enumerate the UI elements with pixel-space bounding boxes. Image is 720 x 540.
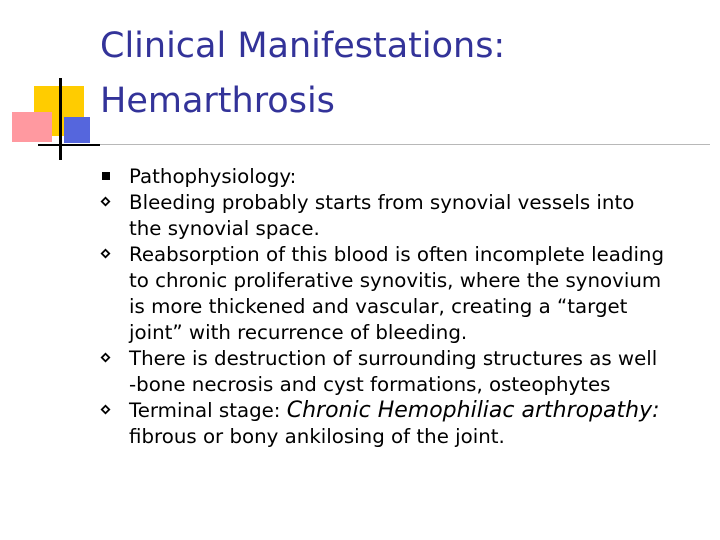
pink-square-decoration (12, 112, 52, 142)
bullet-text: -bone necrosis and cyst formations, osteophytes (129, 373, 611, 396)
bullet-item (100, 346, 706, 398)
bullet-text: to chronic proliferative synovitis, where the synovium (129, 269, 662, 292)
bullet-text-emphasis: Chronic Hemophiliac arthropathy: (286, 398, 660, 423)
bullet-item (100, 164, 706, 190)
blue-square-decoration (64, 117, 90, 143)
bullet-text-first-line (129, 398, 706, 424)
bullet-text: Pathophysiology: (129, 165, 297, 188)
vertical-rule-decoration (59, 78, 62, 160)
slide-title-line-2: Hemarthrosis (100, 81, 335, 121)
bullet-text: joint” with recurrence of bleeding. (129, 321, 468, 344)
diamond-bullet-icon (100, 248, 111, 259)
bullet-item (100, 190, 706, 242)
bullet-item (100, 242, 706, 346)
bullet-text: the synovial space. (129, 217, 320, 240)
horizontal-rule-dark-decoration (38, 144, 100, 146)
bullet-list (100, 164, 706, 450)
bullet-text-intro: Terminal stage: (129, 399, 287, 422)
bullet-item (100, 398, 706, 450)
horizontal-rule-decoration (100, 144, 710, 145)
bullet-text: is more thickened and vascular, creating a “target (129, 295, 628, 318)
bullet-text: Bleeding probably starts from synovial vessels into (129, 191, 635, 214)
slide-title-line-1: Clinical Manifestations: (100, 26, 506, 66)
bullet-text: There is destruction of surrounding structures as well (129, 347, 658, 370)
bullet-text: fibrous or bony ankilosing of the joint. (129, 425, 505, 448)
bullet-text: Reabsorption of this blood is often incomplete leading (129, 243, 665, 266)
square-bullet-icon (100, 170, 111, 181)
diamond-bullet-icon (100, 404, 111, 415)
diamond-bullet-icon (100, 196, 111, 207)
diamond-bullet-icon (100, 352, 111, 363)
